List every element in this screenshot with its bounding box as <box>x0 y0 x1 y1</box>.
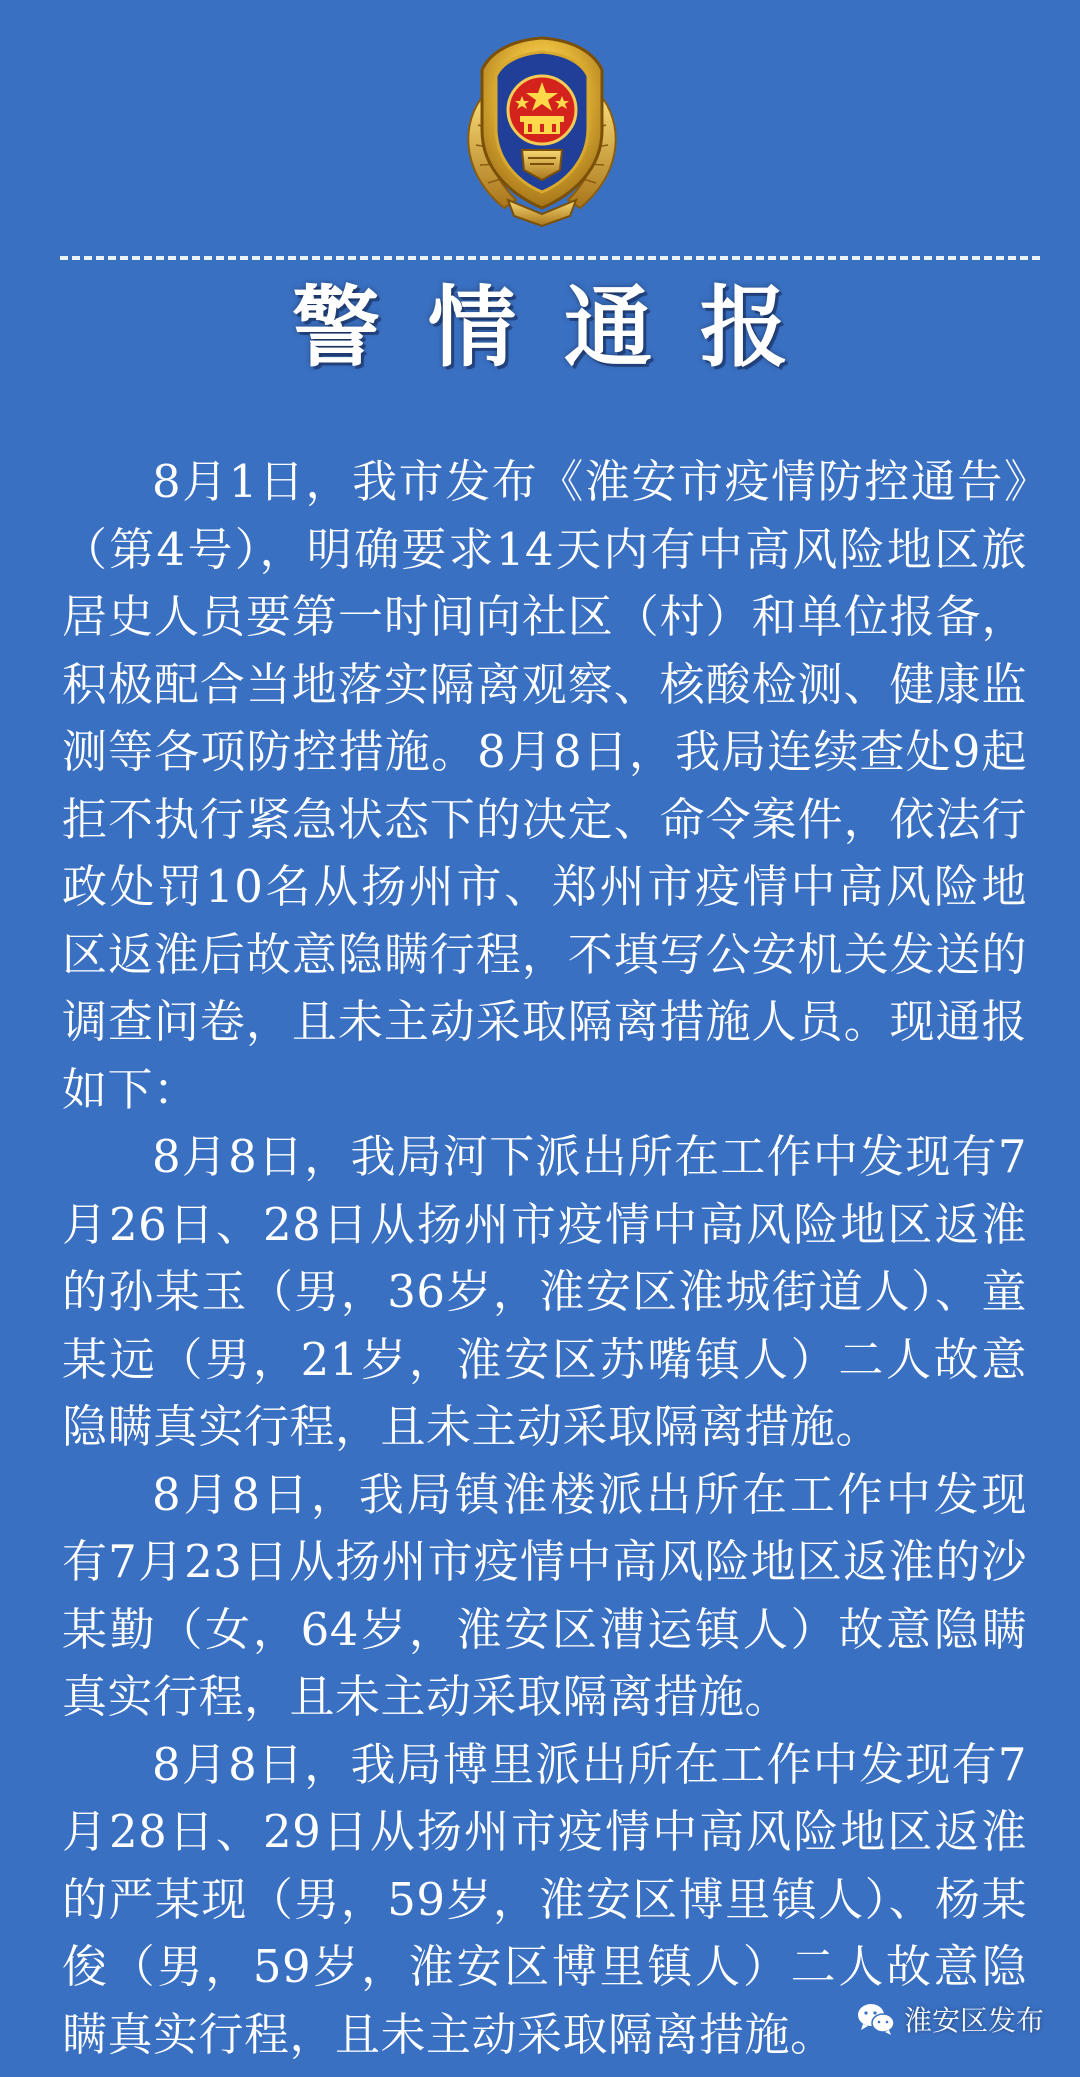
announcement-body <box>62 448 1027 2068</box>
source-watermark <box>856 1997 1044 2041</box>
paragraph-case-boli: 8月8日，我局博里派出所在工作中发现有7月28日、29日从扬州市疫情中高风险地区返淮的严某现（男，59岁，淮安区博里镇人）、杨某俊（男，59岁，淮安区博里镇人）二人故意隐瞒真实行程，且未主动采取隔离措施。 <box>62 1737 1027 2061</box>
police-emblem-icon <box>442 30 642 230</box>
paragraph-intro: 8月1日，我市发布《淮安市疫情防控通告》（第4号），明确要求14天内有中高风险地区旅居史人员要第一时间向社区（村）和单位报备，积极配合当地落实隔离观察、核酸检测、健康监测等各项防控措施。8月8日，我局连续查处9起拒不执行紧急状态下的决定、命令案件，依法行政处罚10名从扬州市、郑州市疫情中高风险地区返淮后故意隐瞒行程，不填写公安机关发送的调查问卷，且未主动采取隔离措施人员。现通报如下： <box>62 455 1027 1116</box>
paragraph-case-zhenhuailou: 8月8日，我局镇淮楼派出所在工作中发现有7月23日从扬州市疫情中高风险地区返淮的沙某勤（女，64岁，淮安区漕运镇人）故意隐瞒真实行程，且未主动采取隔离措施。 <box>62 1467 1027 1723</box>
wechat-icon <box>856 2002 896 2036</box>
page-title: 警情通报 <box>291 276 836 379</box>
dashed-divider <box>60 256 1040 260</box>
paragraph-case-hexia: 8月8日，我局河下派出所在工作中发现有7月26日、28日从扬州市疫情中高风险地区返淮的孙某玉（男，36岁，淮安区淮城街道人）、童某远（男，21岁，淮安区苏嘴镇人）二人故意隐瞒真实行程，且未主动采取隔离措施。 <box>62 1130 1027 1453</box>
watermark-text: 淮安区发布 <box>903 2004 1044 2037</box>
